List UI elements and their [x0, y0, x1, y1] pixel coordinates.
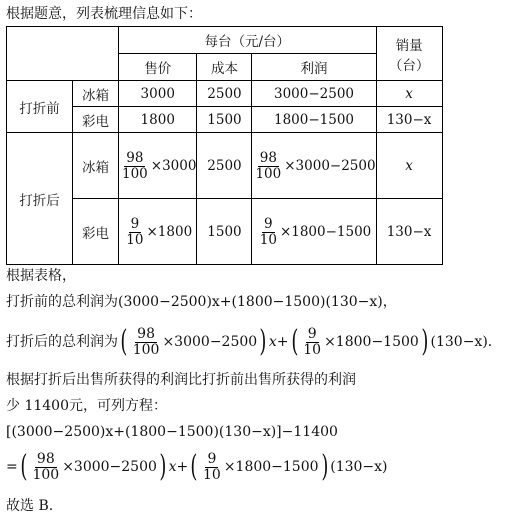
by-table-text: 根据表格，	[6, 268, 76, 284]
fraction-98-100: $\frac{98}{100}$	[122, 150, 148, 182]
intro-text: 根据题意，列表梳理信息如下：	[6, 6, 202, 22]
cell-after-fridge-profit: $\frac{98}{100}$ ×3000−2500	[252, 133, 376, 199]
cell-before-fridge-cost: 2500	[197, 81, 252, 107]
cell-after-tv-price: $\frac{9}{10}$ ×1800	[119, 199, 197, 265]
cell-after-tv-profit: $\frac{9}{10}$ ×1800−1500	[252, 199, 376, 265]
row-label-after: 打折后	[7, 133, 73, 265]
cell-after-fridge-price: $\frac{98}{100}$ ×3000	[119, 133, 197, 199]
header-sales-line2: （台）	[388, 57, 430, 74]
fraction-98-100: $\frac{98}{100}$	[132, 325, 160, 358]
before-total-line: 打折前的总利润为(3000−2500)x+(1800−1500)(130−x)，	[6, 294, 397, 310]
reason-line-2: 少 11400元，可列方程：	[6, 398, 167, 414]
cell-after-fridge-cost: 2500	[197, 133, 252, 199]
header-sales-line1: 销量	[395, 37, 423, 54]
item-tv-before: 彩电	[73, 107, 119, 133]
corner-cell	[7, 27, 119, 81]
conclusion-text: 故选 B.	[6, 498, 54, 514]
item-tv-after: 彩电	[73, 199, 119, 265]
header-sales	[376, 27, 442, 81]
cell-before-tv-sales: 130−x	[376, 107, 442, 133]
header-price: 售价	[119, 54, 197, 81]
cell-before-fridge-profit: 3000−2500	[252, 81, 376, 107]
cell-before-fridge-price: 3000	[119, 81, 197, 107]
cell-before-fridge-sales: x	[376, 81, 442, 107]
item-fridge-before: 冰箱	[73, 81, 119, 107]
cell-after-fridge-sales: x	[376, 133, 442, 199]
item-fridge-after: 冰箱	[73, 133, 119, 199]
equation-line-2: = ( $\frac{98}{100}$ ×3000−2500 ) x+ ( $\frac{9}{10}$ ×1800−1500 ) (130−x)	[6, 449, 388, 484]
after-total-line: 打折后的总利润为 ( $\frac{98}{100}$ ×3000−2500 ) x+ ( $\frac{9}{10}$ ×1800−1500 ) (130−x)．	[6, 324, 502, 359]
cell-after-tv-sales: 130−x	[376, 199, 442, 265]
header-profit: 利润	[252, 54, 376, 81]
cell-before-tv-cost: 1500	[197, 107, 252, 133]
fraction-9-10: $\frac{9}{10}$	[259, 216, 277, 248]
fraction-9-10: $\frac{9}{10}$	[126, 216, 144, 248]
reason-line-1: 根据打折后出售所获得的利润比打折前出售所获得的利润	[6, 372, 356, 388]
before-total-expression: (3000−2500)x+(1800−1500)(130−x)，	[118, 294, 397, 310]
fraction-9-10: $\frac{9}{10}$	[303, 325, 322, 358]
cell-before-tv-price: 1800	[119, 107, 197, 133]
equation-line-1: [(3000−2500)x+(1800−1500)(130−x)]−11400	[6, 424, 338, 440]
fraction-9-10: $\frac{9}{10}$	[202, 450, 221, 483]
header-cost: 成本	[197, 54, 252, 81]
row-label-before: 打折前	[7, 81, 73, 133]
header-per-unit: 每台（元/台）	[119, 27, 377, 54]
info-table	[6, 26, 443, 265]
fraction-98-100: $\frac{98}{100}$	[32, 450, 60, 483]
cell-after-tv-cost: 1500	[197, 199, 252, 265]
fraction-98-100: $\frac{98}{100}$	[255, 150, 282, 182]
cell-before-tv-profit: 1800−1500	[252, 107, 376, 133]
